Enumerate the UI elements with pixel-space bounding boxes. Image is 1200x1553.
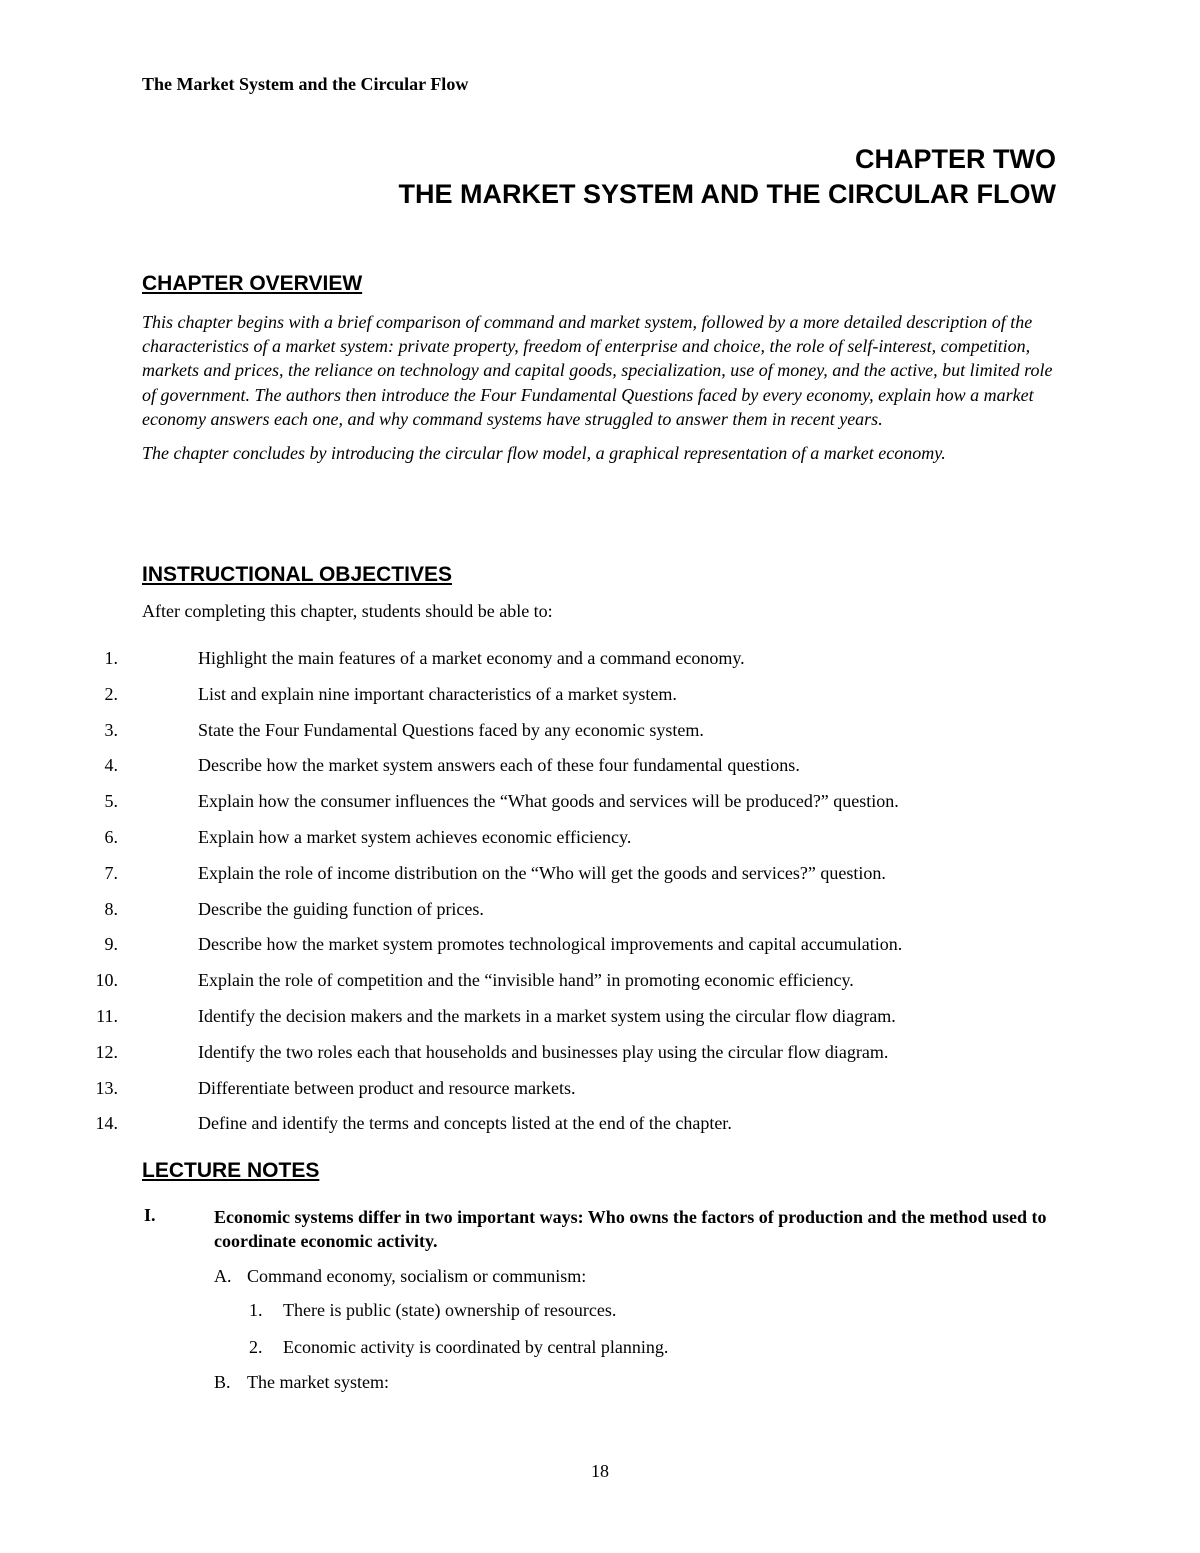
objectives-intro: After completing this chapter, students should be able to: [142,601,553,621]
objective-text: Describe how the market system promotes technological improvements and capital accumulation. [198,934,903,955]
objective-item [0,861,1200,897]
objective-number: 12. [95,1041,118,1062]
objective-text: Explain the role of competition and the “invisible hand” in promoting economic efficiency. [198,970,854,991]
objective-item [0,646,1200,682]
objective-item [0,753,1200,789]
objectives-list [0,646,1200,1147]
outline-item-a1 [249,1300,616,1321]
overview-paragraph: This chapter begins with a brief comparison of command and market system, followed by a more detailed description of the characteristics of a market system: private property, freedom of enterprise and choice, the role of self-interest, competition, markets and prices, the reliance on technology and capital goods, specialization, use of money, and the active, but limited role of government. The authors then introduce the Four Fundamental Questions faced by every economy, explain how a market economy answers each one, and why command systems have struggled to answer them in recent years. [142,312,1053,429]
running-header: The Market System and the Circular Flow [142,74,469,94]
page-number: 18 [591,1461,609,1481]
objective-text: Explain how a market system achieves economic efficiency. [198,826,632,847]
objective-text: Identify the two roles each that households and businesses play using the circular flow diagram. [198,1041,889,1062]
objective-number: 7. [104,862,118,883]
objective-number: 8. [104,898,118,919]
objective-number: 11. [96,1005,118,1026]
overview-heading: CHAPTER OVERVIEW [142,272,363,295]
objective-number: 2. [104,683,118,704]
objective-item [0,897,1200,933]
objective-item [0,718,1200,754]
objective-number: 6. [104,826,118,847]
overview-paragraph: The chapter concludes by introducing the circular flow model, a graphical representation of a market economy. [142,443,946,464]
objective-number: 3. [104,719,118,740]
outline-label: 1. [249,1300,263,1320]
objective-text: Describe the guiding function of prices. [198,898,484,919]
outline-item-a [214,1266,586,1287]
objective-item [0,825,1200,861]
chapter-number: CHAPTER TWO [855,144,1056,174]
objectives-heading: INSTRUCTIONAL OBJECTIVES [142,563,452,586]
objective-item [0,1040,1200,1076]
objective-text: Define and identify the terms and concepts listed at the end of the chapter. [198,1113,732,1134]
objective-item [0,682,1200,718]
objective-number: 4. [104,755,118,776]
outline-item-a2 [249,1337,668,1358]
objective-item [0,1111,1200,1147]
objective-item [0,1076,1200,1112]
objective-number: 10. [95,970,118,991]
outline-text: There is public (state) ownership of resources. [283,1300,617,1320]
outline-label: B. [214,1372,231,1392]
objective-number: 14. [95,1113,118,1134]
objective-item [0,789,1200,825]
objective-item [0,1004,1200,1040]
objective-number: 9. [104,934,118,955]
objective-text: Describe how the market system answers each of these four fundamental questions. [198,755,800,776]
outline-label: 2. [249,1337,263,1357]
lecture-section-heading: Economic systems differ in two important ways: Who owns the factors of production and the method used to coordinate economic activity. [214,1207,1047,1251]
objective-text: List and explain nine important characteristics of a market system. [198,683,677,704]
outline-label: A. [214,1266,232,1286]
outline-text: Economic activity is coordinated by central planning. [283,1337,669,1357]
objective-item [0,968,1200,1004]
overview-text [142,310,1062,475]
objective-number: 5. [104,791,118,812]
chapter-title [399,142,1056,212]
objective-number: 1. [104,648,118,668]
objective-text: Explain the role of income distribution on the “Who will get the goods and services?” question. [198,862,886,883]
objective-text: Identify the decision makers and the markets in a market system using the circular flow diagram. [198,1005,896,1026]
outline-item-b [214,1372,389,1393]
lecture-heading: LECTURE NOTES [142,1159,320,1182]
objective-text: Highlight the main features of a market economy and a command economy. [198,648,745,668]
objective-number: 13. [95,1077,118,1098]
objective-item [0,932,1200,968]
objective-text: State the Four Fundamental Questions faced by any economic system. [198,719,704,740]
outline-text: Command economy, socialism or communism: [247,1266,587,1286]
objective-text: Differentiate between product and resource markets. [198,1077,576,1098]
chapter-name: THE MARKET SYSTEM AND THE CIRCULAR FLOW [398,179,1056,209]
outline-text: The market system: [247,1372,389,1392]
objective-text: Explain how the consumer influences the “What goods and services will be produced?” question. [198,791,899,812]
lecture-section-numeral: I. [144,1205,156,1225]
